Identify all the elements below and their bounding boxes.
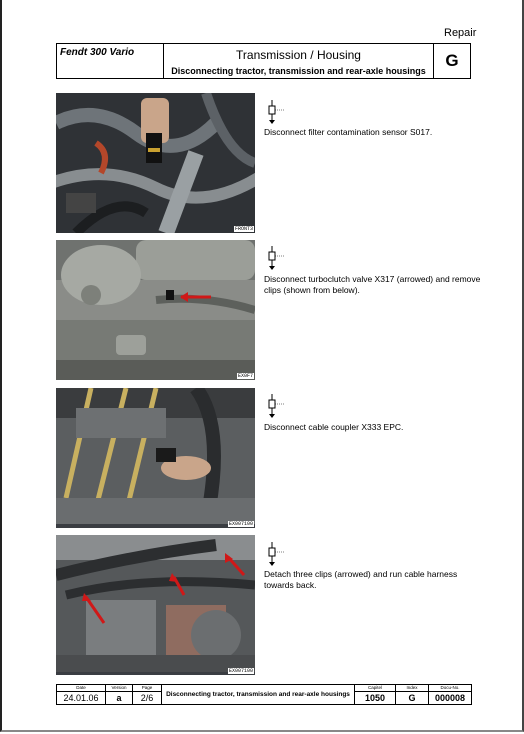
photo-code: EX007100 <box>228 521 253 527</box>
step-3-wrench-icon <box>264 392 286 420</box>
step-2-wrench-icon <box>264 244 286 272</box>
capitel-value: 1050 <box>355 692 396 705</box>
step-3-text: Disconnect cable coupler X333 EPC. <box>264 422 404 432</box>
index-label: Index <box>396 685 429 692</box>
photo-code: EX0F7 <box>237 373 253 379</box>
step-1-wrench-icon <box>264 98 286 126</box>
page-footer <box>56 684 472 705</box>
version-label: Version <box>106 685 133 692</box>
page-subtitle: Disconnecting tractor, transmission and rear-axle housings <box>171 66 426 76</box>
docu-label: Docu-No. <box>429 685 472 692</box>
photo-code: FRONT3 <box>234 226 253 232</box>
capitel-label: Capitel <box>355 685 396 692</box>
group-letter: G <box>445 51 459 70</box>
step-4-photo <box>56 535 255 675</box>
step-2-text: Disconnect turboclutch valve X317 (arrowed) and remove clips (shown from below). <box>264 274 481 295</box>
model-name: Fendt 300 Vario <box>57 44 164 78</box>
date-value: 24.01.06 <box>57 692 106 705</box>
date-label: Date <box>57 685 106 692</box>
version-value: a <box>106 692 133 705</box>
step-1-text: Disconnect filter contamination sensor S017. <box>264 127 433 137</box>
step-1-photo <box>56 93 255 233</box>
page-title: Transmission / Housing <box>236 48 361 62</box>
page-header <box>56 43 471 79</box>
section-label: Repair <box>444 27 477 39</box>
footer-description: Disconnecting tractor, transmission and rear-axle housings <box>162 685 355 705</box>
index-value: G <box>396 692 429 705</box>
docu-value: 000008 <box>429 692 472 705</box>
step-3-photo <box>56 388 255 528</box>
header-title-block <box>164 44 434 78</box>
step-2-photo <box>56 240 255 380</box>
page-value: 2/6 <box>133 692 162 705</box>
step-4-text: Detach three clips (arrowed) and run cable harness towards back. <box>264 569 458 590</box>
step-4-wrench-icon <box>264 540 286 568</box>
page-label: Page <box>133 685 162 692</box>
photo-code: EX007100 <box>228 668 253 674</box>
